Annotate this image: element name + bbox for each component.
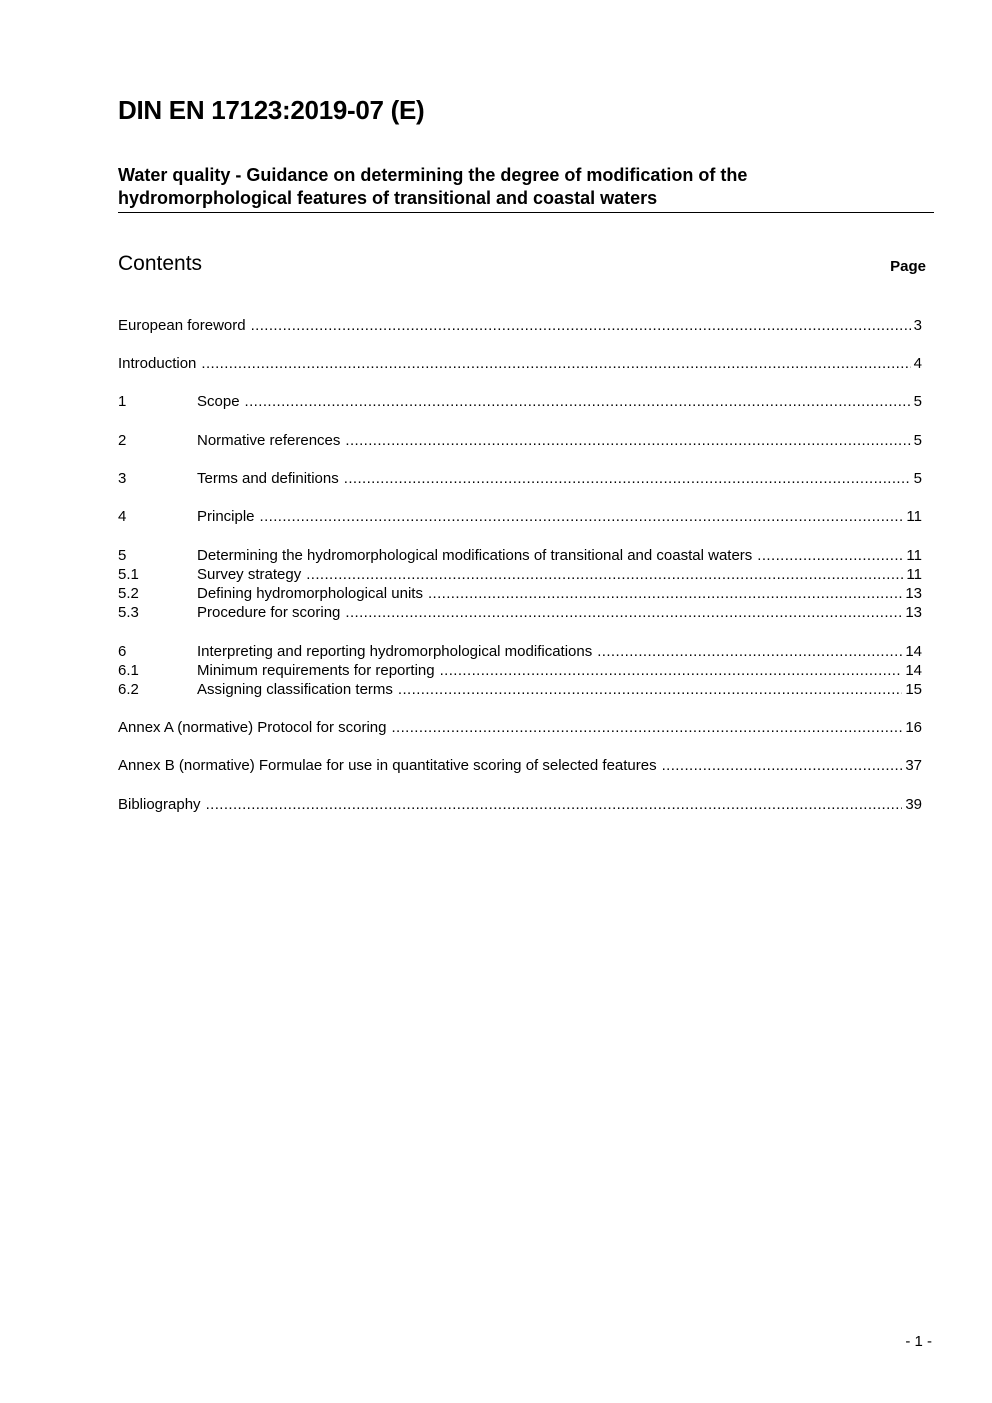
toc-entry-title: Interpreting and reporting hydromorphological modifications xyxy=(197,643,593,660)
toc-entry-title: Defining hydromorphological units xyxy=(197,585,423,602)
toc-entry-title: Terms and definitions xyxy=(197,470,339,487)
toc-entry-european-foreword[interactable] xyxy=(118,316,922,335)
toc-entry-annex-a[interactable] xyxy=(118,718,922,737)
document-title xyxy=(118,164,934,213)
toc-dot-leader xyxy=(206,795,903,814)
page-number: - 1 - xyxy=(905,1333,932,1350)
toc-entry-5-2[interactable] xyxy=(118,584,922,603)
toc-entry-title: Annex A (normative) Protocol for scoring xyxy=(118,719,387,736)
toc-entry-title: Scope xyxy=(197,393,240,410)
toc-dot-leader xyxy=(344,469,911,488)
contents-heading: Contents xyxy=(118,252,203,275)
toc-entry-number: 4 xyxy=(118,508,127,525)
toc-entry-page: 4 xyxy=(913,355,922,372)
toc-entry-number: 6.2 xyxy=(118,681,139,698)
document-id: DIN EN 17123:2019-07 (E) xyxy=(118,95,425,125)
toc-dot-leader xyxy=(245,392,911,411)
toc-entry-title: Annex B (normative) Formulae for use in quantitative scoring of selected features xyxy=(118,757,657,774)
toc-entry-title: Principle xyxy=(197,508,255,525)
toc-dot-leader xyxy=(345,603,902,622)
toc-dot-leader xyxy=(391,718,902,737)
toc-dot-leader xyxy=(440,661,903,680)
toc-entry-number: 5.2 xyxy=(118,585,139,602)
toc-dot-leader xyxy=(428,584,902,603)
toc-entry-5[interactable] xyxy=(118,546,922,565)
toc-dot-leader xyxy=(201,354,910,373)
toc-entry-introduction[interactable] xyxy=(118,354,922,373)
toc-entry-page: 11 xyxy=(906,547,922,564)
toc-entry-page: 15 xyxy=(905,681,922,698)
toc-entry-page: 13 xyxy=(905,604,922,621)
toc-entry-page: 11 xyxy=(906,508,922,525)
toc-entry-page: 3 xyxy=(913,317,922,334)
toc-entry-6-1[interactable] xyxy=(118,661,922,680)
toc-entry-number: 5.3 xyxy=(118,604,139,621)
toc-entry-1[interactable] xyxy=(118,392,922,411)
toc-entry-title: Procedure for scoring xyxy=(197,604,341,621)
toc-dot-leader xyxy=(260,507,904,526)
toc-entry-number: 5 xyxy=(118,547,127,564)
toc-entry-6-2[interactable] xyxy=(118,680,922,699)
toc-entry-6[interactable] xyxy=(118,642,922,661)
toc-entry-bibliography[interactable] xyxy=(118,795,922,814)
toc-entry-page: 39 xyxy=(905,796,922,813)
toc-entry-page: 16 xyxy=(905,719,922,736)
toc-dot-leader xyxy=(662,756,903,775)
toc-dot-leader xyxy=(757,546,903,565)
toc-dot-leader xyxy=(345,431,910,450)
toc-entry-title: European foreword xyxy=(118,317,246,334)
document-title-line-1: Water quality - Guidance on determining the degree of modification of the xyxy=(118,165,748,185)
toc-entry-title: Introduction xyxy=(118,355,197,372)
toc-entry-number: 3 xyxy=(118,470,127,487)
toc-entry-2[interactable] xyxy=(118,431,922,450)
toc-entry-title: Normative references xyxy=(197,432,341,449)
toc-entry-number: 2 xyxy=(118,432,127,449)
toc-entry-title: Assigning classification terms xyxy=(197,681,393,698)
toc-entry-3[interactable] xyxy=(118,469,922,488)
toc-entry-annex-b[interactable] xyxy=(118,756,922,775)
contents-header xyxy=(118,252,926,282)
toc-dot-leader xyxy=(251,316,911,335)
page-column-label: Page xyxy=(890,258,926,275)
toc-entry-page: 13 xyxy=(905,585,922,602)
toc-entry-4[interactable] xyxy=(118,507,922,526)
toc-entry-page: 14 xyxy=(905,662,922,679)
toc-entry-number: 6 xyxy=(118,643,127,660)
toc-entry-number: 1 xyxy=(118,393,127,410)
toc-entry-title: Bibliography xyxy=(118,796,201,813)
toc-entry-page: 14 xyxy=(905,643,922,660)
toc-entry-title: Minimum requirements for reporting xyxy=(197,662,435,679)
toc-entry-page: 5 xyxy=(913,432,922,449)
toc-entry-page: 37 xyxy=(905,757,922,774)
document-title-line-2: hydromorphological features of transitional and coastal waters xyxy=(118,188,658,208)
toc-entry-number: 5.1 xyxy=(118,566,139,583)
toc-entry-page: 5 xyxy=(913,393,922,410)
toc-entry-title: Survey strategy xyxy=(197,566,302,583)
toc-dot-leader xyxy=(597,642,902,661)
toc-entry-number: 6.1 xyxy=(118,662,139,679)
toc-dot-leader xyxy=(398,680,902,699)
toc-entry-page: 11 xyxy=(906,566,922,583)
toc-entry-title: Determining the hydromorphological modifications of transitional and coastal waters xyxy=(197,547,753,564)
toc-dot-leader xyxy=(306,565,903,584)
toc-entry-5-1[interactable] xyxy=(118,565,922,584)
toc-entry-page: 5 xyxy=(913,470,922,487)
toc-entry-5-3[interactable] xyxy=(118,603,922,622)
